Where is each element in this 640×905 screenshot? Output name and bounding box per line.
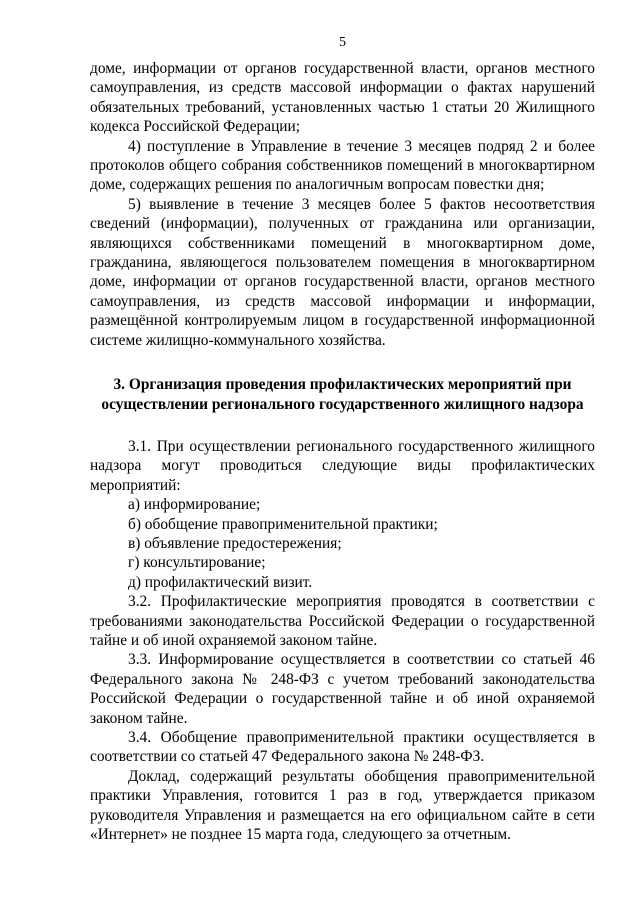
- paragraph-item-5: 5) выявление в течение 3 месяцев более 5 фактов несоответствия сведений (информации), полученных от гражданина или организации, являющихся собственниками помещений в многоквартирном доме, гражданина, являющегося пользователем помещения в многоквартирном доме, информации от органов государственной власти, органов местного самоуправления, из средств массовой информации и информации, размещённой контролируемым лицом в государственной информационной системе жилищно-коммунального хозяйства.: [90, 195, 595, 349]
- list-item: в) объявление предостережения;: [128, 534, 342, 552]
- paragraph-3-2: 3.2. Профилактические мероприятия проводятся в соответствии с требованиями законодательства Российской Федерации о государственной тайне и об иной охраняемой законом тайне.: [90, 593, 595, 649]
- document-page: [90, 34, 595, 844]
- paragraph-item-4: 4) поступление в Управление в течение 3 месяцев подряд 2 и более протоколов общего собрания собственников помещений в многоквартирном доме, содержащих решения по аналогичным вопросам повестки дня;: [90, 137, 595, 194]
- paragraph-3-3: 3.3. Информирование осуществляется в соответствии со статьей 46 Федерального закона № 248-ФЗ с учетом требований законодательства Российской Федерации о государственной тайне и об иной охраняемой законом тайне.: [90, 651, 595, 727]
- paragraph-3-4: 3.4. Обобщение правоприменительной практики осуществляется в соответствии со статьей 47 Федерального закона № 248-ФЗ.: [90, 729, 595, 766]
- list-item: а) информирование;: [128, 496, 261, 514]
- list-item: г) консультирование;: [128, 554, 266, 572]
- paragraph-report: Доклад, содержащий результаты обобщения правоприменительной практики Управления, готовится 1 раз в год, утверждается приказом руководителя Управления и размещается на его официальном сайте в сети «Интернет» не позднее 15 марта года, следующего за отчетным.: [90, 767, 595, 844]
- section-heading: [90, 375, 595, 414]
- paragraph-continuation: доме, информации от органов государственной власти, органов местного самоуправления, из средств массовой информации о фактах нарушений обязательных требований, установленных частью 1 статьи 20 Жилищного кодекса Российской Федерации;: [90, 60, 595, 136]
- section-heading-line-2: осуществлении регионального государственного жилищного надзора: [101, 395, 584, 413]
- paragraph-3-1: 3.1. При осуществлении регионального государственного жилищного надзора могут проводиться следующие виды профилактических мероприятий:: [90, 437, 595, 494]
- list-item: б) обобщение правоприменительной практики;: [128, 515, 438, 533]
- section-heading-line-1: 3. Организация проведения профилактических мероприятий при: [113, 376, 572, 394]
- list-item: д) профилактический визит.: [128, 573, 313, 591]
- page-number: 5: [339, 35, 346, 50]
